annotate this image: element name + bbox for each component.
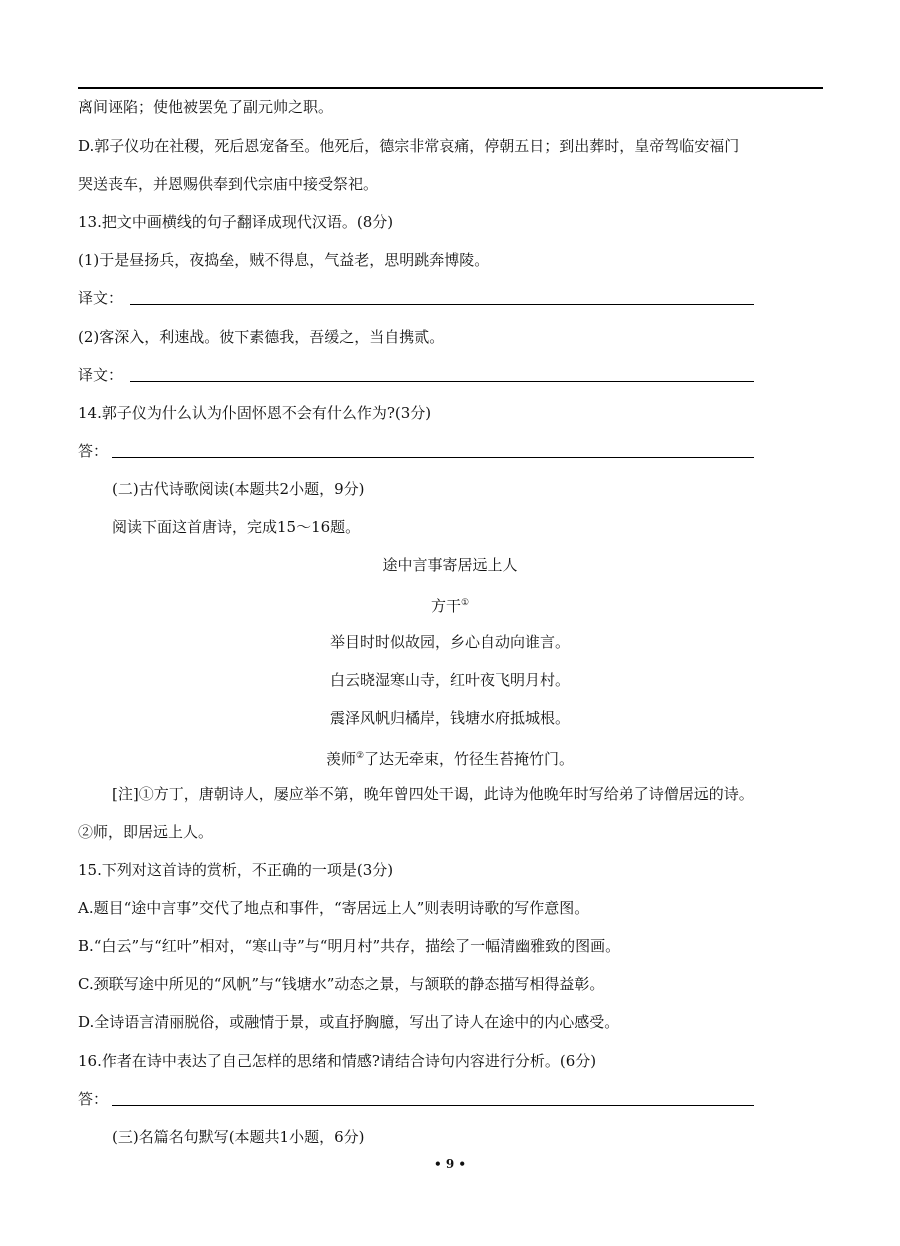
translation-answer-1[interactable] [78,287,123,309]
poem-author-name: 方干 [430,597,461,615]
answer-blank-line [112,457,754,458]
question-14-answer[interactable] [78,440,108,462]
question-16-answer[interactable] [78,1088,108,1110]
section-3-heading: (三)名篇名句默写(本题共1小题，6分) [112,1128,365,1146]
poem-line-part: 羡师 [325,750,356,768]
question-15-option-c[interactable]: C.颈联写途中所见的“风帆”与“钱塘水”动态之景，与颔联的静态描写相得益彰。 [78,975,605,993]
poem-line [0,745,900,770]
answer-label: 答： [78,442,109,460]
poem-line: 震泽风帆归橘岸，钱塘水府抵城根。 [329,709,570,727]
question-13-sentence-1: (1)于是昼扬兵，夜捣垒，贼不得息，气益老，思明跳奔博陵。 [78,251,490,269]
paragraph-line: 哭送丧车，并恩赐供奉到代宗庙中接受祭祀。 [78,175,379,193]
question-13-title: 13.把文中画横线的句子翻译成现代汉语。(8分) [78,213,394,231]
answer-blank-line [112,1105,754,1106]
poem-author [0,592,900,617]
translation-label: 译文： [78,366,124,384]
question-14-title: 14.郭子仪为什么认为仆固怀恩不会有什么作为?(3分) [78,404,432,422]
translation-answer-2[interactable] [78,364,123,386]
poem-line: 举目时时似故园，乡心自动向谁言。 [329,633,570,651]
poem-note-1: [注]①方丁，唐朝诗人，屡应举不第，晚年曾四处干谒，此诗为他晚年时写给弟了诗僧居远的诗。 [112,785,754,803]
section-2-intro: 阅读下面这首唐诗，完成15～16题。 [112,518,361,536]
poem-note-2: ②师，即居远上人。 [78,823,214,841]
poem-line-part: 了达无牵束，竹径生苔掩竹门。 [364,750,575,768]
answer-blank-line [130,304,754,305]
answer-blank-line [130,381,754,382]
top-rule [78,87,823,89]
footnote-marker: ① [460,598,470,608]
poem-title: 途中言事寄居远上人 [382,556,518,574]
question-15-option-b[interactable]: B.“白云”与“红叶”相对，“寒山寺”与“明月村”共存，描绘了一幅清幽雅致的图画。 [78,937,621,955]
question-16-title: 16.作者在诗中表达了自己怎样的思绪和情感?请结合诗句内容进行分析。(6分) [78,1052,597,1070]
question-15-option-a[interactable]: A.题目“途中言事”交代了地点和事件，“寄居远上人”则表明诗歌的写作意图。 [78,899,590,917]
question-15-title: 15.下列对这首诗的赏析，不正确的一项是(3分) [78,861,394,879]
section-2-heading: (二)古代诗歌阅读(本题共2小题，9分) [112,480,365,498]
translation-label: 译文： [78,289,124,307]
paragraph-line: D.郭子仪功在社稷，死后恩宠备至。他死后，德宗非常哀痛，停朝五日；到出葬时，皇帝驾临安福门 [78,137,740,155]
page-number: • 9 • [433,1157,467,1171]
footnote-marker: ② [355,751,365,761]
poem-line: 白云晓湿寒山寺，红叶夜飞明月村。 [329,671,570,689]
paragraph-line: 离间诬陷；使他被罢免了副元帅之职。 [78,98,334,116]
question-15-option-d[interactable]: D.全诗语言清丽脱俗，或融情于景，或直抒胸臆，写出了诗人在途中的内心感受。 [78,1013,620,1031]
answer-label: 答： [78,1090,109,1108]
question-13-sentence-2: (2)客深入，利速战。彼下素德我，吾缓之，当自携贰。 [78,328,445,346]
